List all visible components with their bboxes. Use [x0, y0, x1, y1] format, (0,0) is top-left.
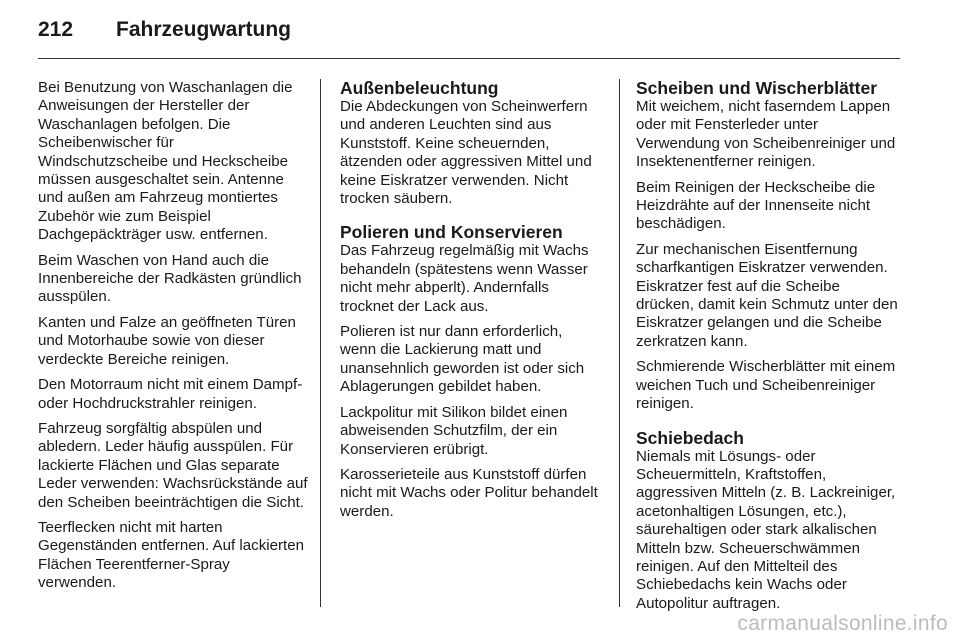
column-1 [38, 79, 308, 600]
paragraph: Zur mechanischen Eisentfernung scharfkantigen Eiskratzer verwenden. Eiskratzer fest auf die Scheibe drücken, damit kein Schmutz unter den Eiskratzer gelangen und die Scheibe zerkratzen kann. [636, 240, 898, 350]
section-heading-windows-wipers: Scheiben und Wischerblätter [636, 78, 878, 98]
paragraph: Karosserieteile aus Kunststoff dürfen nicht mit Wachs oder Politur behandelt werden. [340, 465, 598, 520]
paragraph: Niemals mit Lösungs- oder Scheuermitteln, Kraftstoffen, aggressiven Mitteln (z. B. Lackreiniger, acetonhaltigen Lösungen, etc.), säurehaltigen oder stark alkalischen Mitteln bzw. Scheuerschwämmen reinigen. Auf den Mittelteil des Schiebedachs kein Wachs oder Autopolitur auftragen. [636, 447, 896, 612]
section-heading-exterior-lights: Außenbeleuchtung [340, 78, 499, 98]
paragraph: Beim Reinigen der Heckscheibe die Heizdrähte auf der Innenseite nicht beschädigen. [636, 178, 876, 233]
watermark: carmanualsonline.info [737, 612, 948, 635]
section-heading-sunroof: Schiebedach [636, 427, 744, 448]
section-heading-polishing: Polieren und Konservieren [340, 222, 563, 243]
paragraph: Fahrzeug sorgfältig abspülen und abledern. Leder häufig ausspülen. Für lackierte Flächen und Glas separate Leder verwenden: Wachsrückstände auf den Scheiben beeinträchtigen die Sicht. [38, 419, 308, 511]
paragraph: Bei Benutzung von Waschanlagen die Anweisungen der Hersteller der Waschanlagen befolgen. Die Scheibenwischer für Windschutzscheibe und Heckscheibe müssen ausgeschaltet sein. Antenne und außen am Fahrzeug montiertes Zubehör wie zum Beispiel Dachgepäckträger usw. entfernen. [38, 79, 293, 244]
header-divider [38, 58, 900, 59]
paragraph: Kanten und Falze an geöffneten Türen und Motorhaube sowie von dieser verdeckte Bereiche reinigen. [38, 313, 296, 368]
page-number: 212 [38, 18, 74, 41]
paragraph: Den Motorraum nicht mit einem Dampf- oder Hochdruckstrahler reinigen. [38, 376, 303, 412]
paragraph: Schmierende Wischerblätter mit einem weichen Tuch und Scheibenreiniger reinigen. [636, 358, 896, 413]
paragraph: Teerflecken nicht mit harten Gegenständen entfernen. Auf lackierten Flächen Teerentferner-Spray verwenden. [38, 518, 305, 592]
page-title: Fahrzeugwartung [116, 18, 292, 41]
paragraph: Das Fahrzeug regelmäßig mit Wachs behandeln (spätestens wenn Wasser nicht mehr abperlt). Andernfalls trocknet der Lack aus. [340, 242, 589, 315]
column-3 [636, 79, 898, 620]
paragraph: Mit weichem, nicht faserndem Lappen oder mit Fensterleder unter Verwendung von Scheibenreiniger und Insektenentferner reinigen. [636, 98, 896, 171]
page-header [38, 18, 291, 46]
paragraph: Polieren ist nur dann erforderlich, wenn die Lackierung matt und unansehnlich geworden ist oder sich Ablagerungen gebildet haben. [340, 323, 585, 396]
column-2 [340, 79, 602, 528]
column-divider [320, 79, 321, 607]
column-divider [619, 79, 620, 607]
paragraph: Lackpolitur mit Silikon bildet einen abweisenden Schutzfilm, der ein Konservieren erübrigt. [340, 403, 568, 458]
paragraph: Die Abdeckungen von Scheinwerfern und anderen Leuchten sind aus Kunststoff. Keine scheuernden, ätzenden oder aggressiven Mittel und keine Eiskratzer verwenden. Nicht trocken säubern. [340, 98, 592, 208]
paragraph: Beim Waschen von Hand auch die Innenbereiche der Radkästen gründlich ausspülen. [38, 251, 302, 306]
